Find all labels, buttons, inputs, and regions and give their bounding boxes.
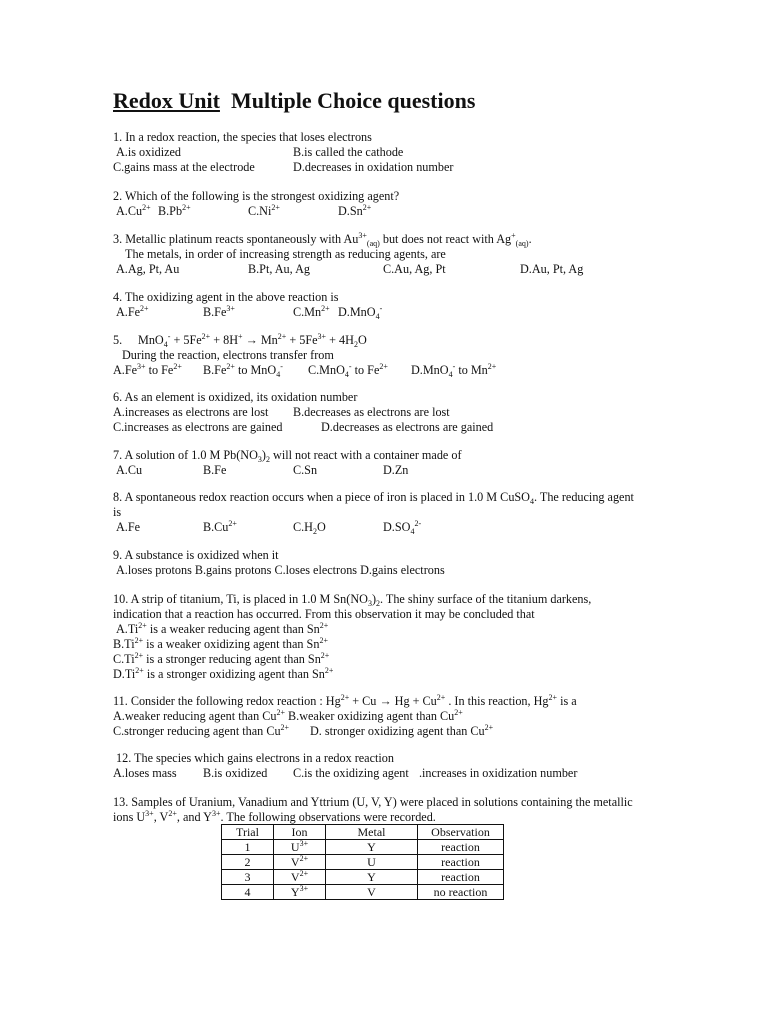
q6-option-c[interactable]: C.increases as electrons are gained [113, 420, 283, 434]
table-row [222, 855, 504, 870]
q5-option-d[interactable]: D.MnO$_4$- to $Mn^{2+}$ [411, 362, 497, 379]
q7-option-b[interactable]: B.Fe [203, 463, 227, 477]
q10-stem-2: indication that a reaction has occurred. From this observation it may be concluded that [113, 607, 535, 621]
cell-observation: reaction [418, 855, 504, 870]
q9-stem: 9. A substance is oxidized when it [113, 548, 279, 562]
cell-trial: 1 [222, 840, 274, 855]
q7-option-a[interactable]: A.Cu [116, 463, 143, 477]
q2-stem: 2. Which of the following is the strongest oxidizing agent? [113, 189, 400, 203]
q2-option-c[interactable]: $C.Ni^{2+}$ [248, 203, 280, 218]
table-row [222, 840, 504, 855]
cell-metal: U [326, 855, 418, 870]
q10-option-d[interactable]: $D.Ti^{2+}$ is a stronger oxidizing agent than $Sn^{2+}$ [113, 666, 334, 681]
q4-option-d[interactable]: D.MnO$_4$- [338, 304, 383, 321]
q12-option-d[interactable]: .increases in oxidization number [419, 766, 578, 780]
q7-option-c[interactable]: C.Sn [293, 463, 318, 477]
table-header-row [222, 825, 504, 840]
cell-ion: $U^{3+}$ [274, 840, 326, 855]
q8-option-d[interactable]: $D.SO_4^{2-}$ [383, 519, 422, 536]
cell-observation: no reaction [418, 885, 504, 900]
q4-stem: 4. The oxidizing agent in the above reaction is [113, 290, 339, 304]
q6-option-a[interactable]: A.increases as electrons are lost [113, 405, 269, 419]
q3-stem: 3. Metallic platinum reacts spontaneously with $Au^{3+}_{(aq)}$ but does not react with $Ag^+_{(aq)}$. [113, 231, 532, 248]
q11-stem: 11. Consider the following redox reaction : $Hg^{2+} + Cu \to Hg + Cu^{2+}$ . In this reaction, $Hg^{2+}$ is a [113, 693, 577, 708]
q3-option-c[interactable]: C.Au, Ag, Pt [383, 262, 446, 276]
cell-observation: reaction [418, 840, 504, 855]
cell-trial: 2 [222, 855, 274, 870]
cell-ion: $Y^{3+}$ [274, 885, 326, 900]
q5-option-b[interactable]: $B.Fe^{2+}$ to MnO$_4$- [203, 362, 283, 379]
q6-stem: 6. As an element is oxidized, its oxidation number [113, 390, 358, 404]
table-row [222, 870, 504, 885]
q4-option-b[interactable]: $B.Fe^{3+}$ [203, 304, 235, 319]
cell-metal: Y [326, 840, 418, 855]
cell-trial: 4 [222, 885, 274, 900]
q10-option-c[interactable]: $C.Ti^{2+}$ is a stronger reducing agent than $Sn^{2+}$ [113, 651, 330, 666]
cell-trial: 3 [222, 870, 274, 885]
q8-stem: 8. A spontaneous redox reaction occurs when a piece of iron is placed in 1.0 M CuSO$_4$. The reducing agent [113, 490, 634, 506]
q8-option-c[interactable]: $C.H_2O$ [293, 520, 326, 536]
header-trial: Trial [222, 825, 274, 840]
cell-ion: $V^{2+}$ [274, 870, 326, 885]
q7-option-d[interactable]: D.Zn [383, 463, 409, 477]
observation-table [221, 824, 504, 900]
q1-stem: 1. In a redox reaction, the species that loses electrons [113, 130, 372, 144]
header-observation: Observation [418, 825, 504, 840]
q8-stem-2: is [113, 505, 122, 519]
q12-option-c[interactable]: C.is the oxidizing agent [293, 766, 409, 780]
page-title [113, 88, 475, 114]
q9-options[interactable]: A.loses protons B.gains protons C.loses electrons D.gains electrons [116, 563, 445, 577]
cell-metal: V [326, 885, 418, 900]
q2-option-a[interactable]: $A.Cu^{2+}$ [116, 203, 151, 218]
q8-option-b[interactable]: $B.Cu^{2+}$ [203, 519, 237, 534]
title-rest: Multiple Choice questions [230, 88, 476, 113]
q10-option-a[interactable]: $A.Ti^{2+}$ is a weaker reducing agent than $Sn^{2+}$ [116, 621, 329, 636]
title-underlined: Redox Unit [113, 88, 220, 113]
q5-option-a[interactable]: $A.Fe^{3+}$ to $Fe^{2+}$ [113, 362, 182, 377]
header-ion: Ion [274, 825, 326, 840]
cell-metal: Y [326, 870, 418, 885]
q4-option-c[interactable]: $C.Mn^{2+}$ [293, 304, 330, 319]
q5-option-c[interactable]: C.MnO$_4$- to $Fe^{2+}$ [308, 362, 388, 379]
q13-stem-2: ions $U^{3+}$, $V^{2+}$, and $Y^{3+}$. The following observations were recorded. [113, 809, 436, 824]
q5-equation: $MnO_4^- + 5Fe^{2+} + 8H^+ \to Mn^{2+} + 5Fe^{3+} + 4H_2O$ [138, 332, 367, 349]
q10-stem: 10. A strip of titanium, Ti, is placed in 1.0 M $Sn(NO_3)_2$. The shiny surface of the titanium darkens, [113, 592, 592, 608]
q5-number: 5. [113, 333, 123, 347]
q7-stem: 7. A solution of 1.0 M $Pb(NO_3)_2$ will not react with a container made of [113, 448, 462, 464]
q11-option-c[interactable]: C.stronger reducing agent than $Cu^{2+}$ [113, 723, 290, 738]
q6-option-b[interactable]: B.decreases as electrons are lost [293, 405, 450, 419]
q11-option-d[interactable]: D. stronger oxidizing agent than $Cu^{2+}$ [310, 723, 494, 738]
q12-option-b[interactable]: B.is oxidized [203, 766, 268, 780]
q13-stem: 13. Samples of Uranium, Vanadium and Yttrium (U, V, Y) were placed in solutions containing the metallic [113, 795, 633, 809]
q2-option-b[interactable]: $B.Pb^{2+}$ [158, 203, 191, 218]
q4-option-a[interactable]: $A.Fe^{2+}$ [116, 304, 149, 319]
q12-option-a[interactable]: A.loses mass [113, 766, 177, 780]
q1-option-a[interactable]: A.is oxidized [116, 145, 181, 159]
q3-option-b[interactable]: B.Pt, Au, Ag [248, 262, 310, 276]
q12-stem: 12. The species which gains electrons in a redox reaction [116, 751, 394, 765]
q2-option-d[interactable]: $D.Sn^{2+}$ [338, 203, 372, 218]
header-metal: Metal [326, 825, 418, 840]
q5-stem: During the reaction, electrons transfer from [122, 348, 334, 362]
q6-option-d[interactable]: D.decreases as electrons are gained [321, 420, 494, 434]
q1-option-b[interactable]: B.is called the cathode [293, 145, 404, 159]
q10-option-b[interactable]: $B.Ti^{2+}$ is a weaker oxidizing agent than $Sn^{2+}$ [113, 636, 328, 651]
cell-ion: $V^{2+}$ [274, 855, 326, 870]
table-row [222, 885, 504, 900]
q3-stem-2: The metals, in order of increasing strength as reducing agents, are [125, 247, 446, 261]
q11-options-ab[interactable]: A.weaker reducing agent than $Cu^{2+}$ B.weaker oxidizing agent than $Cu^{2+}$ [113, 708, 463, 723]
q8-option-a[interactable]: A.Fe [116, 520, 141, 534]
q1-option-d[interactable]: D.decreases in oxidation number [293, 160, 454, 174]
q3-option-d[interactable]: D.Au, Pt, Ag [520, 262, 584, 276]
cell-observation: reaction [418, 870, 504, 885]
q1-option-c[interactable]: C.gains mass at the electrode [113, 160, 255, 174]
q3-option-a[interactable]: A.Ag, Pt, Au [116, 262, 180, 276]
